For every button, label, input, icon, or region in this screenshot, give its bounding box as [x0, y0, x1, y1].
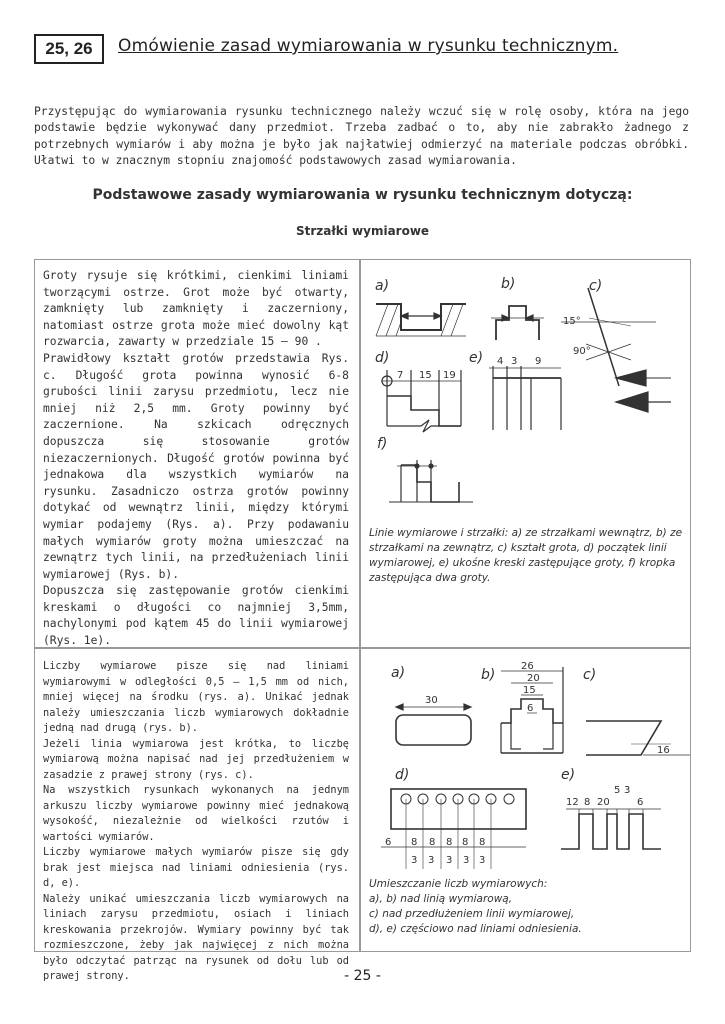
page-number-box: 25, 26 — [34, 34, 104, 64]
fig-label-c: c) — [589, 278, 603, 294]
d-dim-3: 3 — [428, 855, 435, 866]
a-dim-30: 30 — [425, 695, 438, 706]
e-dim-3: 3 — [511, 356, 518, 367]
d-dim-3: 3 — [411, 855, 418, 866]
e-dim-20: 20 — [597, 797, 610, 808]
e-dim-6: 6 — [637, 797, 644, 808]
fig-label-a: a) — [391, 665, 406, 681]
d-dim-3: 3 — [446, 855, 453, 866]
d-dim-8: 8 — [429, 837, 436, 848]
paragraph: Groty rysuje się krótkimi, cienkimi liniami tworzącymi ostrze. Grot może być otwarty, zamknięty lub zamknięty i zaczerniony, natomiast ostrze grota może mieć dowolny kąt rozwarcia, zawarty w przedziale 15 – 90 . — [43, 269, 349, 349]
fig-label-c: c) — [583, 667, 597, 683]
c-dim-16: 16 — [657, 745, 670, 756]
angle-90-label: 90° — [573, 346, 591, 357]
b-dim-26: 26 — [521, 661, 534, 672]
paragraph: Liczby wymiarowe pisze się nad liniami wymiarowymi w odległości 0,5 – 1,5 mm od nich, mniej więcej na środku (rys. a). Unikać jednak należy umieszczania liczb wymiarowych dokładnie jedną nad drugą (rys. b). — [43, 660, 349, 734]
fig-label-b: b) — [501, 276, 516, 292]
e-dim-5: 5 — [614, 785, 621, 796]
paragraph: Jeżeli linia wymiarowa jest krótka, to liczbę wymiarową można napisać nad jej przedłużeniem w zasadzie z prawej strony (rys. c). — [43, 737, 349, 781]
paragraph: Dopuszcza się zastępowanie grotów cienkimi kreskami o długości co najmniej 3,5mm, nachylonymi pod kątem 45 do linii wymiarowej (Rys. 1e). — [43, 584, 349, 648]
panel-numbers-body — [43, 659, 349, 985]
panel-numbers-text — [34, 648, 360, 982]
arrows-figure — [361, 260, 690, 530]
panel-numbers-figure — [360, 648, 691, 952]
paragraph: Należy unikać umieszczania liczb wymiarowych na liniach zarysu przedmiotu, osiach i liniach kreskowania przekrojów. Wymiary powinny być tak rozmieszczone, żeby jak najwięcej z nich można było odczytać patrząc na rysunek od dołu lub od prawej strony. — [43, 892, 349, 982]
subsection-title: Strzałki wymiarowe — [295, 224, 430, 238]
d-dim-6: 6 — [385, 837, 392, 848]
e-dim-9: 9 — [535, 356, 542, 367]
fig-label-f: f) — [377, 436, 388, 452]
b-dim-15: 15 — [523, 685, 536, 696]
e-dim-12: 12 — [566, 797, 579, 808]
figure-caption: Umieszczanie liczb wymiarowych: a), b) nad linią wymiarową, c) nad przedłużeniem linii wymiarowej, d), e) częściowo nad liniami odniesienia. — [369, 878, 582, 935]
e-dim-3: 3 — [624, 785, 631, 796]
page-header — [34, 30, 694, 70]
fig-label-d: d) — [375, 350, 390, 366]
figure-caption: Linie wymiarowe i strzałki: a) ze strzałkami wewnątrz, b) ze strzałkami na zewnątrz, c) kształt grota, d) początek linii wymiarowej, e) ukośne kreski zastępujące groty, f) kropka zastępująca dwa groty. — [369, 527, 683, 584]
page-title: Omówienie zasad wymiarowania w rysunku technicznym. — [118, 36, 619, 56]
fig-label-d: d) — [395, 767, 410, 783]
e-dim-8: 8 — [584, 797, 591, 808]
d-dim-3: 3 — [479, 855, 486, 866]
fig-label-e: e) — [561, 767, 576, 783]
d-dim-19: 19 — [443, 370, 456, 381]
d-dim-3: 3 — [463, 855, 470, 866]
b-dim-6: 6 — [527, 703, 534, 714]
d-dim-8: 8 — [411, 837, 418, 848]
d-dim-8: 8 — [462, 837, 469, 848]
paragraph: Prawidłowy kształt grotów przedstawia Rys. c. Długość grota powinna wynosić 6-8 grubości linii zarysu przedmiotu, lecz nie mniej niż 2,5 mm. Groty powinny być zaczernione. Na szkicach odręcznych dopuszcza się stosowanie grotów niezaczernionych. Długość grotów powinna być jednakowa dla wszystkich wymiarów na rysunku. Zasadniczo ostrza grotów powinny dotykać od wewnątrz linii, między którymi wymiar podajemy (Rys. a). Przy podawaniu małych wymiarów groty można umieszczać na zewnątrz tych linii, na przedłużeniach linii wymiarowej (Rys. b). — [43, 351, 349, 581]
section-title: Podstawowe zasady wymiarowania w rysunku technicznym dotyczą: — [92, 187, 633, 203]
d-dim-7: 7 — [397, 370, 404, 381]
intro-paragraph: Przystępując do wymiarowania rysunku technicznego należy wczuć się w rolę osoby, która na jego podstawie będzie wykonywać dany przedmiot. Trzeba zadbać o to, aby nie zabrakło żadnego z potrzebnych wymiarów i aby można je było jak najłatwiej odmierzyć na materiale podczas obróbki. Ułatwi to w znacznym stopniu znajomość podstawowych zasad wymiarowania. — [34, 105, 689, 168]
paragraph: Na wszystkich rysunkach wykonanych na jednym arkuszu liczby wymiarowe powinny mieć jednakową wysokość, niezależnie od wielkości rzutów i wartości wymiarów. — [43, 784, 349, 843]
angle-15-label: 15° — [563, 316, 581, 327]
panel-arrows-figure — [360, 259, 691, 648]
panel-arrows-text — [34, 259, 360, 648]
d-dim-8: 8 — [446, 837, 453, 848]
fig-label-b: b) — [481, 667, 496, 683]
b-dim-20: 20 — [527, 673, 540, 684]
numbers-figure — [361, 649, 690, 871]
fig-label-e: e) — [469, 350, 484, 366]
d-dim-8: 8 — [479, 837, 486, 848]
page-footer-number: - 25 - — [344, 968, 381, 984]
e-dim-4: 4 — [497, 356, 504, 367]
d-dim-15: 15 — [419, 370, 432, 381]
fig-label-a: a) — [375, 278, 390, 294]
panel-arrows-body — [43, 268, 349, 650]
paragraph: Liczby wymiarowe małych wymiarów pisze się gdy brak jest miejsca nad liniami odniesienia (rys. d, e). — [43, 846, 349, 889]
